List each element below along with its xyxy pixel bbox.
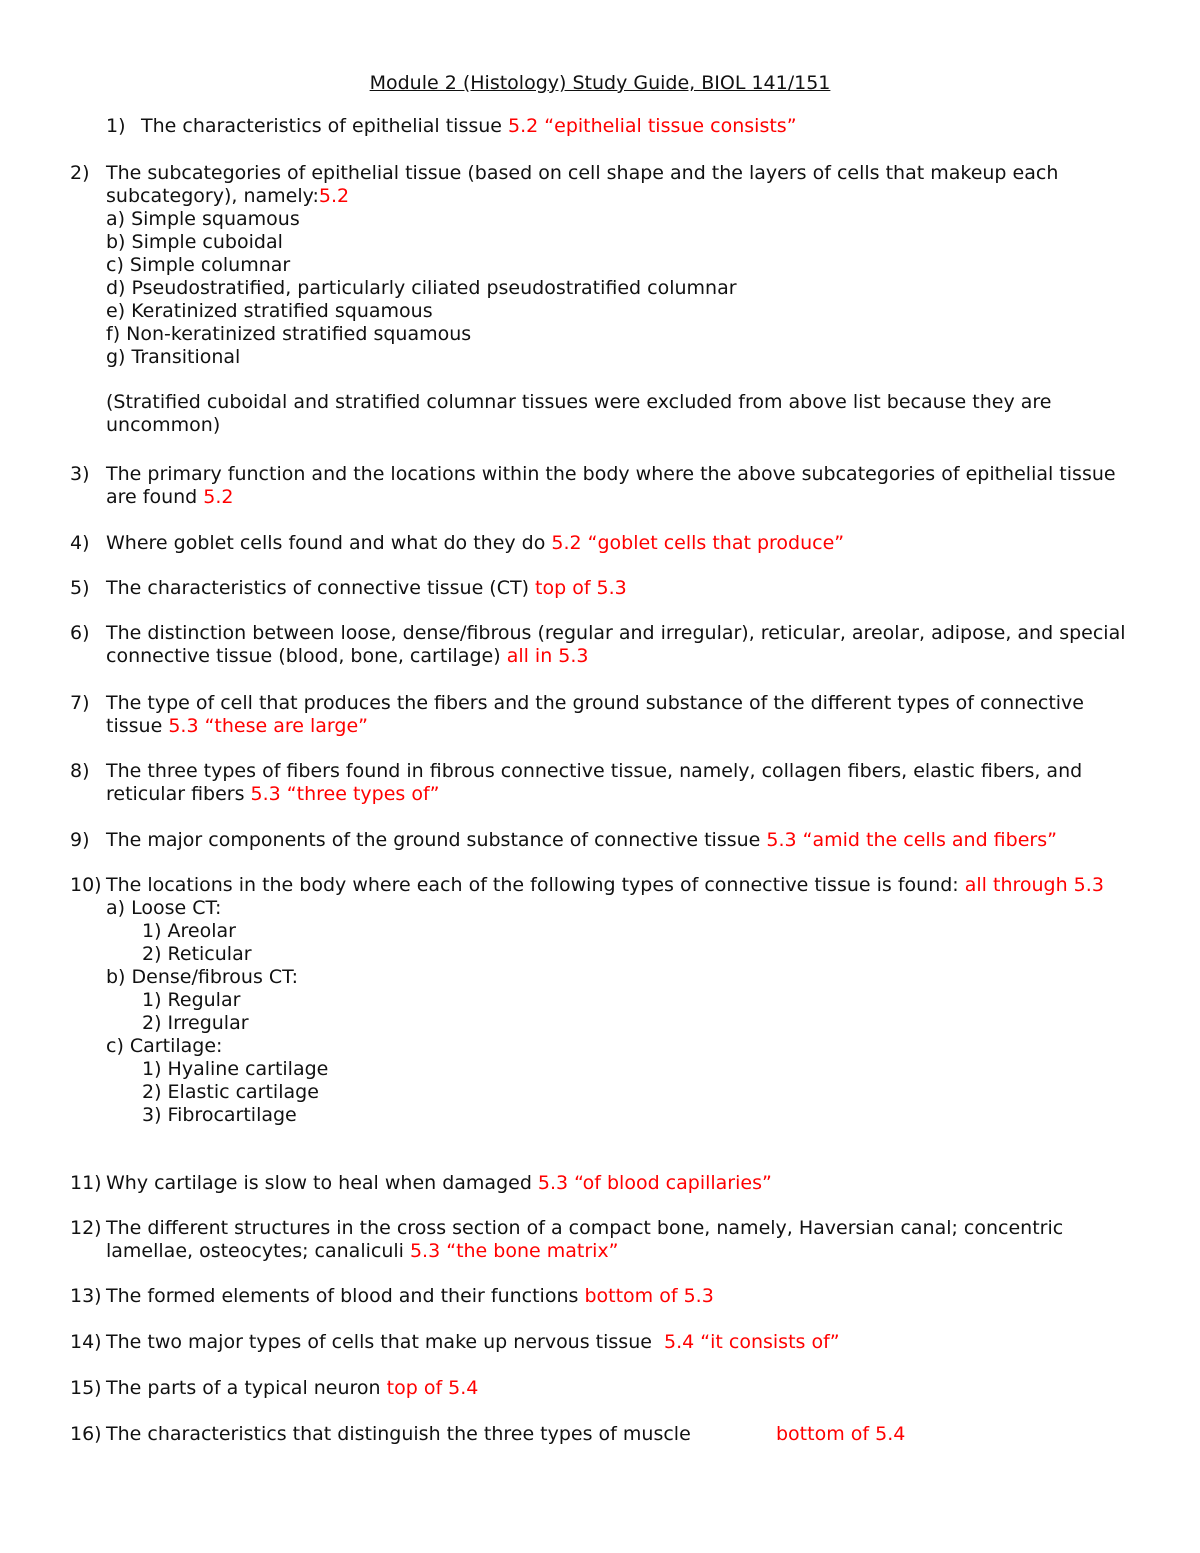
question-number: 16) bbox=[70, 1423, 102, 1445]
page-title: Module 2 (Histology) Study Guide, BIOL 141/151 bbox=[369, 72, 831, 94]
list-item: e) Keratinized stratified squamous bbox=[106, 300, 433, 322]
question-text: The primary function and the locations within the body where the above subcategories of epithelial tissue are found bbox=[106, 463, 1116, 508]
question-number: 10) bbox=[70, 874, 102, 896]
question-14 bbox=[70, 1331, 1130, 1354]
reference-note: top of 5.3 bbox=[535, 577, 627, 599]
question-6 bbox=[70, 622, 1130, 668]
question-number: 2) bbox=[70, 162, 90, 184]
list-item: d) Pseudostratified, particularly ciliated pseudostratified columnar bbox=[106, 277, 737, 299]
question-text: The parts of a typical neuron bbox=[106, 1377, 387, 1399]
question-number: 15) bbox=[70, 1377, 102, 1399]
question-2 bbox=[70, 162, 1130, 437]
question-3 bbox=[70, 463, 1130, 509]
note-text: (Stratified cuboidal and stratified columnar tissues were excluded from above list because they are uncommon) bbox=[106, 391, 1052, 436]
question-text: The two major types of cells that make up nervous tissue bbox=[106, 1331, 665, 1353]
question-number: 5) bbox=[70, 577, 90, 599]
reference-note: 5.3 “the bone matrix” bbox=[409, 1240, 619, 1262]
question-text: The type of cell that produces the fibers and the ground substance of the different types of connective tissue bbox=[106, 692, 1084, 737]
list-item: 1) Regular bbox=[142, 989, 241, 1011]
list-item: g) Transitional bbox=[106, 346, 241, 368]
question-number: 3) bbox=[70, 463, 90, 485]
list-item: c) Simple columnar bbox=[106, 254, 291, 276]
list-item: b) Dense/fibrous CT: bbox=[106, 966, 299, 988]
reference-note: all in 5.3 bbox=[506, 645, 589, 667]
question-text: Where goblet cells found and what do they do bbox=[106, 532, 552, 554]
reference-note: 5.2 bbox=[203, 486, 234, 508]
question-number: 6) bbox=[70, 622, 90, 644]
question-12 bbox=[70, 1217, 1130, 1263]
question-text: The characteristics of epithelial tissue bbox=[141, 115, 509, 137]
question-number: 7) bbox=[70, 692, 90, 714]
question-8 bbox=[70, 760, 1130, 806]
question-text: The formed elements of blood and their functions bbox=[106, 1285, 585, 1307]
list-item: 3) Fibrocartilage bbox=[142, 1104, 297, 1126]
question-text: The subcategories of epithelial tissue (based on cell shape and the layers of cells that makeup each subcategory), namely: bbox=[106, 162, 1059, 207]
reference-note: 5.3 “three types of” bbox=[250, 783, 440, 805]
question-7 bbox=[70, 692, 1130, 738]
question-number: 4) bbox=[70, 532, 90, 554]
reference-note: 5.2 “epithelial tissue consists” bbox=[508, 115, 797, 137]
question-1 bbox=[70, 115, 1130, 138]
question-9 bbox=[70, 829, 1130, 852]
reference-note: 5.3 “amid the cells and fibers” bbox=[766, 829, 1057, 851]
reference-note: top of 5.4 bbox=[386, 1377, 479, 1399]
question-number: 13) bbox=[70, 1285, 102, 1307]
reference-note: 5.2 bbox=[318, 185, 350, 207]
list-item: 2) Irregular bbox=[142, 1012, 249, 1034]
question-11 bbox=[70, 1172, 1130, 1195]
list-item: 2) Elastic cartilage bbox=[142, 1081, 319, 1103]
question-4 bbox=[70, 532, 1130, 555]
question-number: 8) bbox=[70, 760, 90, 782]
list-item: 2) Reticular bbox=[142, 943, 252, 965]
reference-note: bottom of 5.3 bbox=[584, 1285, 714, 1307]
question-text: The major components of the ground substance of connective tissue bbox=[106, 829, 767, 851]
question-5 bbox=[70, 577, 1130, 600]
list-item: f) Non-keratinized stratified squamous bbox=[106, 323, 472, 345]
list-item: a) Simple squamous bbox=[106, 208, 300, 230]
question-text: The distinction between loose, dense/fibrous (regular and irregular), reticular, areolar, adipose, and special connective tissue (blood, bone, cartilage) bbox=[106, 622, 1126, 667]
question-number: 1) bbox=[106, 115, 126, 137]
list-item: b) Simple cuboidal bbox=[106, 231, 283, 253]
reference-note: all through 5.3 bbox=[964, 874, 1104, 896]
list-item: a) Loose CT: bbox=[106, 897, 222, 919]
list-item: 1) Areolar bbox=[142, 920, 236, 942]
question-15 bbox=[70, 1377, 1130, 1400]
reference-note: 5.4 “it consists of” bbox=[664, 1331, 840, 1353]
question-number: 11) bbox=[70, 1172, 102, 1194]
question-16 bbox=[70, 1423, 1130, 1446]
question-number: 12) bbox=[70, 1217, 102, 1239]
reference-note: 5.2 “goblet cells that produce” bbox=[551, 532, 845, 554]
list-item: c) Cartilage: bbox=[106, 1035, 223, 1057]
question-number: 9) bbox=[70, 829, 90, 851]
question-text: The three types of fibers found in fibrous connective tissue, namely, collagen fibers, elastic fibers, and reticular fibers bbox=[106, 760, 1083, 805]
question-13 bbox=[70, 1285, 1130, 1308]
reference-note: bottom of 5.4 bbox=[776, 1423, 906, 1445]
question-text: The locations in the body where each of the following types of connective tissue is found: bbox=[106, 874, 965, 896]
question-number: 14) bbox=[70, 1331, 102, 1353]
question-text: The characteristics that distinguish the three types of muscle bbox=[106, 1423, 691, 1445]
question-text: Why cartilage is slow to heal when damaged bbox=[106, 1172, 538, 1194]
question-text: The characteristics of connective tissue (CT) bbox=[106, 577, 536, 599]
list-item: 1) Hyaline cartilage bbox=[142, 1058, 329, 1080]
question-text: The different structures in the cross section of a compact bone, namely, Haversian canal; concentric lamellae, osteocytes; canaliculi bbox=[106, 1217, 1064, 1262]
reference-note: 5.3 “of blood capillaries” bbox=[537, 1172, 772, 1194]
question-10 bbox=[70, 874, 1130, 1127]
reference-note: 5.3 “these are large” bbox=[168, 715, 368, 737]
